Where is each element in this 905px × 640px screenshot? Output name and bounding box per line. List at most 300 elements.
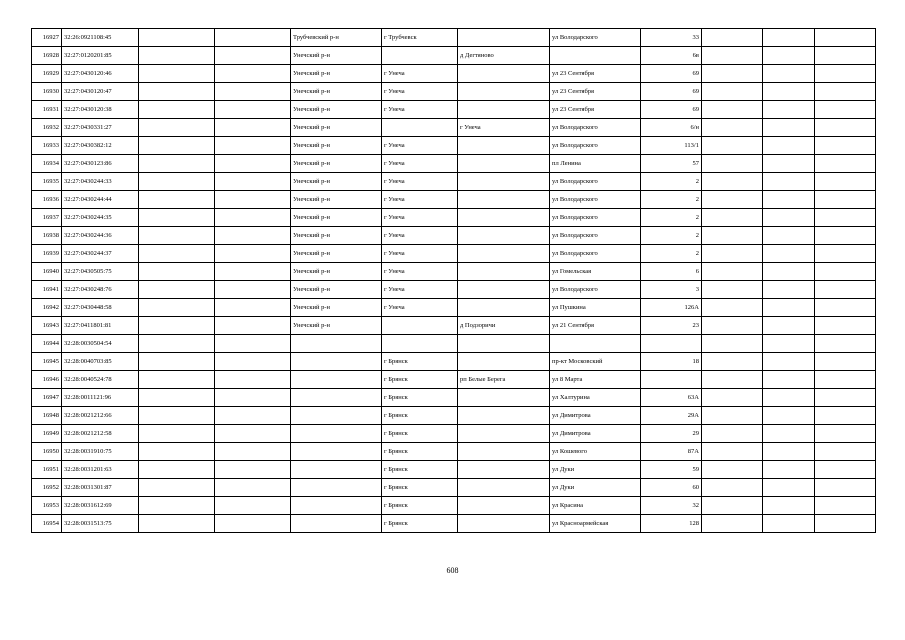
- cell-empty: [815, 497, 876, 515]
- cell-cadastral-number: 32:27:0430448:58: [62, 299, 139, 317]
- cell-city: г Унеча: [382, 173, 458, 191]
- cell-street: ул Халтурина: [550, 389, 641, 407]
- cell-empty: [215, 497, 291, 515]
- table-row: [32, 299, 876, 317]
- cell-record-number: 16948: [32, 407, 62, 425]
- cell-empty: [815, 209, 876, 227]
- cell-record-number: 16930: [32, 83, 62, 101]
- table-row: [32, 443, 876, 461]
- cell-record-number: 16933: [32, 137, 62, 155]
- table-row: [32, 263, 876, 281]
- register-table: [31, 28, 876, 533]
- cell-locality: [458, 389, 550, 407]
- cell-empty: [815, 425, 876, 443]
- cell-empty: [815, 371, 876, 389]
- cell-empty: [215, 29, 291, 47]
- cell-house-number: 69: [641, 83, 702, 101]
- table-row: [32, 83, 876, 101]
- cell-empty: [815, 299, 876, 317]
- table-row: [32, 155, 876, 173]
- cell-locality: [458, 335, 550, 353]
- cell-street: пл Ленина: [550, 155, 641, 173]
- cell-cadastral-number: 32:28:0011121:96: [62, 389, 139, 407]
- cell-empty: [763, 29, 815, 47]
- cell-empty: [139, 497, 215, 515]
- cell-empty: [702, 389, 763, 407]
- cell-house-number: 59: [641, 461, 702, 479]
- cell-locality: [458, 281, 550, 299]
- page-number: 608: [446, 566, 459, 575]
- cell-locality: [458, 29, 550, 47]
- cell-locality: [458, 155, 550, 173]
- cell-city: г Унеча: [382, 83, 458, 101]
- cell-empty: [139, 443, 215, 461]
- cell-empty: [215, 137, 291, 155]
- cell-locality: [458, 173, 550, 191]
- cell-empty: [815, 317, 876, 335]
- cell-street: ул Володарского: [550, 137, 641, 155]
- cell-district: Унечский р-н: [291, 281, 382, 299]
- cell-district: Унечский р-н: [291, 137, 382, 155]
- cell-city: г Брянск: [382, 353, 458, 371]
- cell-cadastral-number: 32:26:0921108:45: [62, 29, 139, 47]
- cell-street: ул Дуки: [550, 461, 641, 479]
- cell-empty: [702, 245, 763, 263]
- cell-locality: [458, 101, 550, 119]
- cell-record-number: 16943: [32, 317, 62, 335]
- cell-empty: [763, 425, 815, 443]
- cell-empty: [139, 281, 215, 299]
- cell-cadastral-number: 32:28:0040524:78: [62, 371, 139, 389]
- cell-house-number: 18: [641, 353, 702, 371]
- cell-house-number: 69: [641, 101, 702, 119]
- cell-empty: [763, 65, 815, 83]
- cell-empty: [815, 101, 876, 119]
- cell-locality: [458, 461, 550, 479]
- cell-cadastral-number: 32:27:0430331:27: [62, 119, 139, 137]
- cell-street: ул Кошевого: [550, 443, 641, 461]
- cell-empty: [215, 173, 291, 191]
- cell-city: г Брянск: [382, 461, 458, 479]
- cell-district: Унечский р-н: [291, 173, 382, 191]
- cell-empty: [763, 227, 815, 245]
- cell-cadastral-number: 32:28:0031612:69: [62, 497, 139, 515]
- cell-record-number: 16954: [32, 515, 62, 533]
- cell-empty: [763, 83, 815, 101]
- cell-empty: [139, 299, 215, 317]
- cell-empty: [815, 83, 876, 101]
- cell-district: [291, 443, 382, 461]
- cell-record-number: 16947: [32, 389, 62, 407]
- cell-empty: [139, 515, 215, 533]
- cell-empty: [815, 461, 876, 479]
- cell-city: г Брянск: [382, 371, 458, 389]
- cell-empty: [815, 281, 876, 299]
- cell-city: г Брянск: [382, 479, 458, 497]
- cell-record-number: 16945: [32, 353, 62, 371]
- cell-district: Унечский р-н: [291, 155, 382, 173]
- cell-empty: [763, 173, 815, 191]
- cell-street: ул Дуки: [550, 479, 641, 497]
- cell-cadastral-number: 32:27:0430244:44: [62, 191, 139, 209]
- cell-city: [382, 317, 458, 335]
- cell-empty: [702, 497, 763, 515]
- cell-empty: [215, 461, 291, 479]
- cell-empty: [815, 65, 876, 83]
- cell-house-number: 23: [641, 317, 702, 335]
- cell-empty: [702, 155, 763, 173]
- cell-district: Унечский р-н: [291, 47, 382, 65]
- cell-district: Унечский р-н: [291, 263, 382, 281]
- table-row: [32, 371, 876, 389]
- cell-empty: [215, 389, 291, 407]
- table-row: [32, 515, 876, 533]
- cell-locality: [458, 515, 550, 533]
- cell-empty: [702, 29, 763, 47]
- cell-empty: [815, 191, 876, 209]
- cell-cadastral-number: 32:27:0430382:12: [62, 137, 139, 155]
- register-sheet: [31, 28, 876, 533]
- cell-empty: [763, 299, 815, 317]
- cell-street: ул Димитрова: [550, 407, 641, 425]
- cell-empty: [763, 281, 815, 299]
- cell-empty: [815, 119, 876, 137]
- cell-empty: [215, 353, 291, 371]
- cell-empty: [702, 191, 763, 209]
- cell-house-number: 2: [641, 245, 702, 263]
- cell-empty: [139, 353, 215, 371]
- table-row: [32, 101, 876, 119]
- cell-empty: [215, 155, 291, 173]
- cell-record-number: 16931: [32, 101, 62, 119]
- cell-empty: [139, 335, 215, 353]
- cell-street: ул 8 Марта: [550, 371, 641, 389]
- cell-empty: [702, 137, 763, 155]
- cell-street: ул Володарского: [550, 29, 641, 47]
- cell-empty: [702, 83, 763, 101]
- cell-empty: [215, 191, 291, 209]
- cell-empty: [702, 353, 763, 371]
- cell-district: [291, 515, 382, 533]
- cell-empty: [139, 155, 215, 173]
- table-row: [32, 281, 876, 299]
- cell-cadastral-number: 32:28:0030504:54: [62, 335, 139, 353]
- cell-locality: [458, 227, 550, 245]
- cell-house-number: 87А: [641, 443, 702, 461]
- table-row: [32, 119, 876, 137]
- cell-cadastral-number: 32:28:0031910:75: [62, 443, 139, 461]
- cell-empty: [702, 65, 763, 83]
- cell-city: г Унеча: [382, 245, 458, 263]
- cell-empty: [763, 263, 815, 281]
- table-row: [32, 407, 876, 425]
- cell-empty: [215, 317, 291, 335]
- cell-empty: [763, 371, 815, 389]
- cell-empty: [215, 299, 291, 317]
- cell-empty: [215, 407, 291, 425]
- cell-record-number: 16949: [32, 425, 62, 443]
- cell-house-number: 6в: [641, 47, 702, 65]
- cell-cadastral-number: 32:27:0430244:35: [62, 209, 139, 227]
- cell-city: г Брянск: [382, 515, 458, 533]
- cell-empty: [215, 515, 291, 533]
- cell-record-number: 16932: [32, 119, 62, 137]
- cell-locality: рп Белые Берега: [458, 371, 550, 389]
- cell-house-number: 29: [641, 425, 702, 443]
- cell-empty: [215, 209, 291, 227]
- cell-district: Унечский р-н: [291, 191, 382, 209]
- table-row: [32, 65, 876, 83]
- cell-empty: [215, 263, 291, 281]
- cell-empty: [139, 461, 215, 479]
- cell-house-number: 32: [641, 497, 702, 515]
- cell-locality: д Подзоричи: [458, 317, 550, 335]
- cell-house-number: 69: [641, 65, 702, 83]
- cell-empty: [215, 83, 291, 101]
- cell-locality: [458, 407, 550, 425]
- cell-street: ул Володарского: [550, 209, 641, 227]
- cell-empty: [139, 137, 215, 155]
- cell-empty: [139, 191, 215, 209]
- cell-house-number: 128: [641, 515, 702, 533]
- cell-street: ул 23 Сентября: [550, 65, 641, 83]
- table-row: [32, 497, 876, 515]
- cell-street: пр-кт Московский: [550, 353, 641, 371]
- cell-city: [382, 119, 458, 137]
- cell-empty: [763, 353, 815, 371]
- cell-record-number: 16928: [32, 47, 62, 65]
- cell-empty: [815, 29, 876, 47]
- cell-district: [291, 371, 382, 389]
- cell-city: г Унеча: [382, 227, 458, 245]
- cell-house-number: 2: [641, 173, 702, 191]
- cell-locality: [458, 497, 550, 515]
- cell-cadastral-number: 32:28:0040703:85: [62, 353, 139, 371]
- cell-empty: [815, 515, 876, 533]
- cell-empty: [215, 425, 291, 443]
- cell-district: Унечский р-н: [291, 83, 382, 101]
- cell-locality: [458, 479, 550, 497]
- cell-record-number: 16937: [32, 209, 62, 227]
- cell-empty: [815, 389, 876, 407]
- table-row: [32, 191, 876, 209]
- cell-cadastral-number: 32:27:0430244:33: [62, 173, 139, 191]
- cell-empty: [702, 227, 763, 245]
- cell-city: г Унеча: [382, 263, 458, 281]
- cell-empty: [702, 515, 763, 533]
- cell-empty: [215, 371, 291, 389]
- cell-district: [291, 407, 382, 425]
- cell-empty: [139, 173, 215, 191]
- cell-empty: [815, 245, 876, 263]
- table-row: [32, 137, 876, 155]
- cell-empty: [139, 119, 215, 137]
- cell-empty: [815, 227, 876, 245]
- cell-empty: [815, 407, 876, 425]
- cell-house-number: [641, 371, 702, 389]
- cell-street: ул Володарского: [550, 245, 641, 263]
- cell-locality: [458, 209, 550, 227]
- cell-record-number: 16952: [32, 479, 62, 497]
- cell-house-number: 33: [641, 29, 702, 47]
- cell-street: ул Володарского: [550, 173, 641, 191]
- cell-empty: [763, 479, 815, 497]
- cell-record-number: 16942: [32, 299, 62, 317]
- cell-city: г Брянск: [382, 407, 458, 425]
- cell-locality: д Дегтяново: [458, 47, 550, 65]
- cell-street: ул Володарского: [550, 281, 641, 299]
- cell-empty: [215, 47, 291, 65]
- cell-street: ул Володарского: [550, 227, 641, 245]
- cell-street: ул Димитрова: [550, 425, 641, 443]
- table-row: [32, 209, 876, 227]
- cell-city: г Брянск: [382, 389, 458, 407]
- cell-cadastral-number: 32:27:0430120:38: [62, 101, 139, 119]
- cell-city: г Унеча: [382, 299, 458, 317]
- cell-locality: [458, 65, 550, 83]
- cell-empty: [702, 119, 763, 137]
- cell-record-number: 16946: [32, 371, 62, 389]
- cell-street: ул Гомельская: [550, 263, 641, 281]
- cell-house-number: 29А: [641, 407, 702, 425]
- cell-record-number: 16936: [32, 191, 62, 209]
- cell-empty: [702, 101, 763, 119]
- cell-locality: [458, 137, 550, 155]
- cell-empty: [139, 83, 215, 101]
- cell-cadastral-number: 32:27:0430248:76: [62, 281, 139, 299]
- cell-empty: [215, 65, 291, 83]
- cell-cadastral-number: 32:28:0021212:66: [62, 407, 139, 425]
- cell-empty: [815, 155, 876, 173]
- cell-empty: [815, 263, 876, 281]
- table-row: [32, 353, 876, 371]
- cell-cadastral-number: 32:27:0430120:47: [62, 83, 139, 101]
- cell-street: ул 23 Сентября: [550, 101, 641, 119]
- cell-locality: [458, 299, 550, 317]
- cell-house-number: 57: [641, 155, 702, 173]
- cell-city: г Унеча: [382, 281, 458, 299]
- cell-house-number: 113/1: [641, 137, 702, 155]
- cell-empty: [815, 443, 876, 461]
- cell-house-number: 2: [641, 227, 702, 245]
- table-row: [32, 425, 876, 443]
- table-row: [32, 245, 876, 263]
- cell-street: ул Красноармейская: [550, 515, 641, 533]
- cell-record-number: 16940: [32, 263, 62, 281]
- cell-empty: [702, 263, 763, 281]
- cell-city: [382, 335, 458, 353]
- cell-district: Унечский р-н: [291, 101, 382, 119]
- cell-cadastral-number: 32:27:0120201:85: [62, 47, 139, 65]
- cell-city: г Унеча: [382, 65, 458, 83]
- cell-empty: [139, 209, 215, 227]
- cell-empty: [139, 425, 215, 443]
- cell-cadastral-number: 32:27:0430123:86: [62, 155, 139, 173]
- cell-street: ул 21 Сентября: [550, 317, 641, 335]
- cell-house-number: [641, 335, 702, 353]
- cell-empty: [763, 461, 815, 479]
- cell-empty: [702, 317, 763, 335]
- table-row: [32, 317, 876, 335]
- cell-empty: [215, 101, 291, 119]
- cell-locality: [458, 263, 550, 281]
- cell-empty: [139, 47, 215, 65]
- cell-empty: [215, 119, 291, 137]
- cell-street: ул Володарского: [550, 191, 641, 209]
- cell-empty: [763, 407, 815, 425]
- cell-empty: [763, 155, 815, 173]
- cell-empty: [702, 425, 763, 443]
- cell-house-number: 63А: [641, 389, 702, 407]
- cell-district: Унечский р-н: [291, 209, 382, 227]
- cell-cadastral-number: 32:28:0031513:75: [62, 515, 139, 533]
- cell-empty: [702, 371, 763, 389]
- cell-record-number: 16939: [32, 245, 62, 263]
- cell-cadastral-number: 32:27:0430120:46: [62, 65, 139, 83]
- table-row: [32, 479, 876, 497]
- cell-district: Унечский р-н: [291, 317, 382, 335]
- cell-city: г Брянск: [382, 497, 458, 515]
- cell-empty: [763, 191, 815, 209]
- cell-record-number: 16944: [32, 335, 62, 353]
- cell-empty: [702, 173, 763, 191]
- cell-locality: [458, 425, 550, 443]
- table-row: [32, 227, 876, 245]
- cell-street: [550, 47, 641, 65]
- table-row: [32, 47, 876, 65]
- cell-district: Трубчевский р-н: [291, 29, 382, 47]
- cell-empty: [139, 317, 215, 335]
- cell-empty: [139, 245, 215, 263]
- cell-city: г Брянск: [382, 443, 458, 461]
- cell-street: ул 23 Сентября: [550, 83, 641, 101]
- cell-house-number: 126А: [641, 299, 702, 317]
- table-body: [32, 29, 876, 533]
- cell-house-number: 6/н: [641, 119, 702, 137]
- cell-empty: [215, 479, 291, 497]
- cell-empty: [763, 47, 815, 65]
- cell-record-number: 16929: [32, 65, 62, 83]
- cell-district: [291, 389, 382, 407]
- cell-empty: [815, 47, 876, 65]
- cell-house-number: 3: [641, 281, 702, 299]
- cell-district: [291, 461, 382, 479]
- cell-cadastral-number: 32:27:0430244:36: [62, 227, 139, 245]
- cell-empty: [139, 371, 215, 389]
- cell-record-number: 16951: [32, 461, 62, 479]
- cell-city: г Унеча: [382, 209, 458, 227]
- cell-cadastral-number: 32:28:0031201:63: [62, 461, 139, 479]
- cell-locality: [458, 191, 550, 209]
- cell-district: Унечский р-н: [291, 299, 382, 317]
- cell-empty: [215, 443, 291, 461]
- cell-house-number: 60: [641, 479, 702, 497]
- cell-empty: [139, 65, 215, 83]
- cell-empty: [815, 479, 876, 497]
- cell-record-number: 16950: [32, 443, 62, 461]
- cell-empty: [763, 317, 815, 335]
- cell-house-number: 6: [641, 263, 702, 281]
- table-row: [32, 173, 876, 191]
- cell-empty: [763, 101, 815, 119]
- cell-district: [291, 479, 382, 497]
- cell-empty: [763, 497, 815, 515]
- cell-empty: [215, 335, 291, 353]
- cell-empty: [215, 281, 291, 299]
- cell-district: [291, 335, 382, 353]
- cell-district: [291, 353, 382, 371]
- cell-district: [291, 497, 382, 515]
